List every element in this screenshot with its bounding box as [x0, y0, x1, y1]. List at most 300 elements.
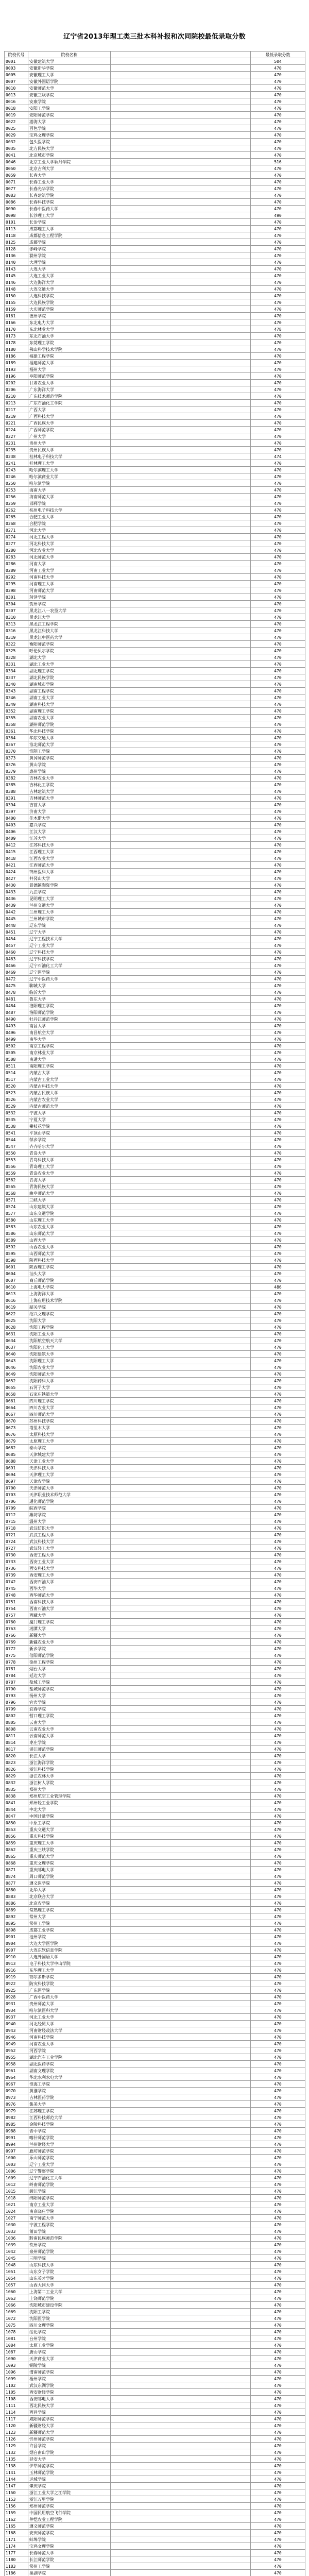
blank-cell	[111, 427, 251, 433]
table-row	[5, 895, 305, 902]
blank-cell	[111, 2101, 251, 2108]
score-cell: 470	[251, 2355, 305, 2362]
blank-cell	[111, 1384, 251, 1391]
score-cell: 470	[251, 2402, 305, 2409]
table-row	[5, 2396, 305, 2402]
school-name-cell: 吉林化工学院	[28, 782, 111, 788]
blank-cell	[111, 1230, 251, 1237]
table-row	[5, 768, 305, 775]
code-cell: 0697	[5, 1478, 28, 1485]
score-cell: 470	[251, 882, 305, 889]
table-row	[5, 2516, 305, 2523]
blank-cell	[111, 956, 251, 962]
blank-cell	[111, 1130, 251, 1137]
code-cell: 0439	[5, 902, 28, 909]
table-row	[5, 936, 305, 942]
code-cell: 0361	[5, 728, 28, 735]
score-cell: 470	[251, 922, 305, 929]
score-cell: 470	[251, 139, 305, 145]
score-cell: 470	[251, 1378, 305, 1384]
school-name-cell: 西藏大学	[28, 1612, 111, 1619]
blank-cell	[111, 2503, 251, 2510]
score-cell: 470	[251, 286, 305, 293]
school-name-cell: 大连大学医学院	[28, 1940, 111, 1947]
code-cell: 1144	[5, 2476, 28, 2483]
code-cell: 0796	[5, 1699, 28, 1706]
blank-cell	[111, 2496, 251, 2503]
table-row	[5, 98, 305, 105]
blank-cell	[111, 1920, 251, 1927]
code-cell: 0979	[5, 2108, 28, 2114]
blank-cell	[111, 996, 251, 1003]
score-cell: 470	[251, 98, 305, 105]
school-name-cell: 宝鸡文理学院	[28, 132, 111, 139]
code-cell: 0679	[5, 1438, 28, 1445]
blank-cell	[111, 185, 251, 192]
school-name-cell: 山西大学	[28, 1237, 111, 1244]
code-cell: 0835	[5, 1786, 28, 1793]
code-cell: 0706	[5, 1498, 28, 1505]
table-row	[5, 1853, 305, 1860]
score-cell: 470	[251, 1096, 305, 1103]
score-cell: 470	[251, 1619, 305, 1625]
blank-cell	[111, 2168, 251, 2175]
score-cell: 470	[251, 1311, 305, 1317]
code-cell: 0889	[5, 1907, 28, 1913]
table-row	[5, 1632, 305, 1639]
table-row	[5, 1257, 305, 1264]
blank-cell	[111, 2255, 251, 2262]
school-name-cell: 遵义医学院	[28, 1880, 111, 1887]
blank-cell	[111, 2282, 251, 2289]
school-name-cell: 洛阳师范学院	[28, 1009, 111, 1016]
blank-cell	[111, 2114, 251, 2121]
table-row	[5, 1404, 305, 1411]
school-name-cell: 集美大学	[28, 2101, 111, 2108]
code-cell: 1054	[5, 2275, 28, 2282]
blank-cell	[111, 1344, 251, 1351]
blank-cell	[111, 2208, 251, 2215]
code-cell: 0655	[5, 1384, 28, 1391]
score-cell: 470	[251, 815, 305, 822]
table-row	[5, 2369, 305, 2376]
code-cell: 0997	[5, 2148, 28, 2155]
score-cell: 470	[251, 2349, 305, 2355]
score-cell: 470	[251, 1518, 305, 1525]
table-row	[5, 2342, 305, 2349]
school-name-cell: 浙江工业大学之江学院	[28, 2489, 111, 2496]
blank-cell	[111, 98, 251, 105]
school-name-cell: 辽宁中医药大学	[28, 976, 111, 982]
school-name-cell: 成都理工大学	[28, 226, 111, 232]
table-row	[5, 2141, 305, 2148]
school-name-cell: 佳木斯大学	[28, 815, 111, 822]
school-name-cell: 岭南师范学院	[28, 2181, 111, 2188]
blank-cell	[111, 1632, 251, 1639]
blank-cell	[111, 1585, 251, 1592]
score-cell: 470	[251, 1270, 305, 1277]
score-cell: 470	[251, 1183, 305, 1190]
table-row	[5, 1003, 305, 1009]
school-name-cell: 辽宁工业大学	[28, 942, 111, 949]
school-name-cell: 山西师范大学	[28, 1250, 111, 1257]
blank-cell	[111, 1887, 251, 1893]
score-cell: 470	[251, 2067, 305, 2074]
score-cell: 470	[251, 674, 305, 681]
table-row	[5, 440, 305, 447]
blank-cell	[111, 1806, 251, 1813]
code-cell: 1162	[5, 2516, 28, 2523]
score-cell: 470	[251, 761, 305, 768]
score-cell: 470	[251, 1739, 305, 1746]
blank-cell	[111, 775, 251, 782]
table-row	[5, 547, 305, 554]
school-name-cell: 哈尔滨理工大学	[28, 467, 111, 473]
school-name-cell: 湖南工业大学	[28, 694, 111, 701]
school-name-cell: 长春科技学院	[28, 199, 111, 206]
table-row	[5, 561, 305, 567]
code-cell: 0496	[5, 1029, 28, 1036]
school-name-cell: 辽宁科技大学	[28, 949, 111, 956]
table-row	[5, 433, 305, 440]
school-name-cell: 苏州科技学院	[28, 1418, 111, 1425]
school-name-cell: 新疆财经大学	[28, 2422, 111, 2429]
table-row	[5, 1264, 305, 1270]
score-cell: 470	[251, 1384, 305, 1391]
table-row	[5, 2114, 305, 2121]
code-cell: 0373	[5, 755, 28, 761]
school-name-cell: 浙江农林大学	[28, 1773, 111, 1780]
table-row	[5, 500, 305, 507]
code-cell: 0469	[5, 969, 28, 976]
blank-cell	[111, 1706, 251, 1713]
blank-cell	[111, 842, 251, 849]
code-cell: 0937	[5, 2014, 28, 2021]
score-cell: 470	[251, 1505, 305, 1512]
blank-cell	[111, 2061, 251, 2067]
school-name-cell: 桂林理工大学	[28, 460, 111, 467]
school-name-cell: 运城学院	[28, 2476, 111, 2483]
score-cell: 470	[251, 2001, 305, 2007]
code-cell: 0553	[5, 1157, 28, 1163]
school-name-cell: 西华师范大学	[28, 1592, 111, 1599]
score-cell: 470	[251, 701, 305, 708]
score-cell: 470	[251, 527, 305, 534]
table-row	[5, 65, 305, 72]
blank-cell	[111, 989, 251, 996]
score-cell: 470	[251, 1478, 305, 1485]
table-row	[5, 554, 305, 561]
score-cell: 470	[251, 1358, 305, 1364]
table-row	[5, 1512, 305, 1518]
table-row	[5, 360, 305, 366]
school-name-cell: 上海电力学院	[28, 1284, 111, 1291]
score-cell: 470	[251, 1813, 305, 1820]
school-name-cell: 西南石油大学	[28, 1605, 111, 1612]
code-cell: 0658	[5, 1391, 28, 1398]
code-cell: 0022	[5, 118, 28, 125]
score-cell: 470	[251, 1418, 305, 1425]
score-cell: 470	[251, 1974, 305, 1980]
score-cell: 470	[251, 2570, 305, 2576]
table-row	[5, 1773, 305, 1780]
score-cell: 470	[251, 1143, 305, 1150]
code-cell: 0319	[5, 634, 28, 641]
blank-cell	[111, 2510, 251, 2516]
blank-cell	[111, 326, 251, 333]
blank-cell	[111, 1699, 251, 1706]
school-name-cell: 仲恺农业工程学院	[28, 2516, 111, 2523]
blank-cell	[111, 1572, 251, 1579]
code-cell: 0712	[5, 1512, 28, 1518]
code-cell: 1126	[5, 2436, 28, 2443]
school-name-cell: 延边大学	[28, 1672, 111, 1679]
table-row	[5, 2228, 305, 2235]
table-row	[5, 2402, 305, 2409]
code-cell: 0367	[5, 741, 28, 748]
school-name-cell: 合肥学院	[28, 520, 111, 527]
score-cell: 470	[251, 715, 305, 721]
code-cell: 0250	[5, 480, 28, 487]
code-cell: 0562	[5, 1177, 28, 1183]
code-cell: 0991	[5, 2134, 28, 2141]
code-cell: 0295	[5, 581, 28, 587]
code-cell: 0304	[5, 601, 28, 607]
table-row	[5, 2422, 305, 2429]
blank-cell	[111, 1425, 251, 1431]
school-name-cell: 常州工学院	[28, 1920, 111, 1927]
table-row	[5, 1009, 305, 1016]
table-row	[5, 2101, 305, 2108]
code-cell: 0763	[5, 1625, 28, 1632]
school-name-cell: 沈阳大学	[28, 1317, 111, 1324]
blank-cell	[111, 266, 251, 273]
blank-cell	[111, 1224, 251, 1230]
blank-cell	[111, 1431, 251, 1438]
score-cell: 470	[251, 2255, 305, 2262]
table-row	[5, 1753, 305, 1759]
table-row	[5, 1049, 305, 1056]
school-name-cell: 哈尔滨医科大学	[28, 2007, 111, 2014]
school-name-cell: 大连海洋大学	[28, 279, 111, 286]
code-cell: 0418	[5, 855, 28, 862]
score-cell: 470	[251, 2282, 305, 2289]
code-cell: 0397	[5, 808, 28, 815]
school-name-cell: 山东建筑大学	[28, 1204, 111, 1210]
score-cell: 470	[251, 1204, 305, 1210]
table-row	[5, 1023, 305, 1029]
score-cell: 470	[251, 2054, 305, 2061]
score-cell: 470	[251, 1880, 305, 1887]
blank-cell	[111, 1773, 251, 1780]
table-row	[5, 293, 305, 299]
table-row	[5, 1378, 305, 1384]
blank-cell	[111, 815, 251, 822]
score-cell: 470	[251, 118, 305, 125]
score-cell: 470	[251, 1887, 305, 1893]
school-name-cell: 安阳师范学院	[28, 112, 111, 118]
table-row	[5, 118, 305, 125]
score-cell: 470	[251, 601, 305, 607]
school-name-cell: 湖南城市学院	[28, 681, 111, 688]
code-cell: 0170	[5, 326, 28, 333]
blank-cell	[111, 748, 251, 755]
table-row	[5, 1043, 305, 1049]
blank-cell	[111, 393, 251, 400]
school-name-cell: 湖南科技大学	[28, 701, 111, 708]
blank-cell	[111, 708, 251, 715]
table-row	[5, 1197, 305, 1204]
code-cell: 1030	[5, 2222, 28, 2228]
table-row	[5, 1331, 305, 1337]
score-cell: 470	[251, 1652, 305, 1659]
blank-cell	[111, 2516, 251, 2523]
table-row	[5, 1137, 305, 1143]
school-name-cell: 广州大学	[28, 433, 111, 440]
blank-cell	[111, 889, 251, 895]
school-name-cell: 河南大学	[28, 561, 111, 567]
table-row	[5, 1525, 305, 1532]
blank-cell	[111, 380, 251, 386]
code-cell: 0025	[5, 125, 28, 132]
blank-cell	[111, 2001, 251, 2007]
code-cell: 1141	[5, 2469, 28, 2476]
school-name-cell: 绥化学院	[28, 2329, 111, 2335]
table-row	[5, 480, 305, 487]
code-cell: 0481	[5, 996, 28, 1003]
blank-cell	[111, 1579, 251, 1585]
score-cell: 470	[251, 2235, 305, 2242]
table-row	[5, 1090, 305, 1096]
school-name-cell: 宝鸡文理学院	[28, 2543, 111, 2550]
code-cell: 0427	[5, 875, 28, 882]
code-cell: 0904	[5, 1940, 28, 1947]
code-cell: 1069	[5, 2309, 28, 2315]
school-name-cell: 新疆大学	[28, 1632, 111, 1639]
code-cell: 0391	[5, 795, 28, 802]
blank-cell	[111, 1666, 251, 1672]
table-row	[5, 594, 305, 601]
blank-cell	[111, 2161, 251, 2168]
school-name-cell: 辽宁工程技术大学	[28, 936, 111, 942]
score-cell: 470	[251, 1451, 305, 1458]
code-cell: 1111	[5, 2402, 28, 2409]
school-name-cell: 萍乡学院	[28, 1137, 111, 1143]
code-cell: 0970	[5, 2088, 28, 2094]
code-cell: 0457	[5, 942, 28, 949]
table-row	[5, 1498, 305, 1505]
school-name-cell: 内蒙古科技大学	[28, 1083, 111, 1090]
code-cell: 0637	[5, 1344, 28, 1351]
blank-cell	[111, 2376, 251, 2382]
header-school: 院校名称	[28, 52, 111, 58]
table-row	[5, 1190, 305, 1197]
school-name-cell: 兰州交通大学	[28, 902, 111, 909]
header-blank	[111, 52, 251, 58]
blank-cell	[111, 159, 251, 165]
school-name-cell: 电子科技大学中山学院	[28, 1960, 111, 1967]
school-name-cell: 云南农业大学	[28, 1726, 111, 1733]
school-name-cell: 湛江师范学院	[28, 1746, 111, 1753]
score-cell: 470	[251, 2289, 305, 2295]
code-cell: 0340	[5, 681, 28, 688]
score-cell: 470	[251, 192, 305, 199]
school-name-cell: 沈阳理工大学	[28, 1358, 111, 1364]
blank-cell	[111, 72, 251, 78]
score-cell: 470	[251, 65, 305, 72]
code-cell: 0565	[5, 1183, 28, 1190]
blank-cell	[111, 85, 251, 92]
table-row	[5, 346, 305, 353]
code-cell: 0400	[5, 815, 28, 822]
code-cell: 0454	[5, 936, 28, 942]
blank-cell	[111, 2275, 251, 2282]
code-cell: 0301	[5, 594, 28, 601]
table-row	[5, 1619, 305, 1625]
code-cell: 0180	[5, 346, 28, 353]
code-cell: 1048	[5, 2262, 28, 2268]
table-row	[5, 494, 305, 500]
school-name-cell: 贵州师范大学	[28, 2001, 111, 2007]
score-cell: 470	[251, 1431, 305, 1438]
code-cell: 0487	[5, 1009, 28, 1016]
code-cell: 1168	[5, 2530, 28, 2536]
code-cell: 1027	[5, 2215, 28, 2222]
code-cell: 1096	[5, 2369, 28, 2376]
blank-cell	[111, 259, 251, 266]
school-name-cell: 广西大学	[28, 406, 111, 413]
score-cell: 470	[251, 433, 305, 440]
school-name-cell: 吉首大学	[28, 802, 111, 808]
table-row	[5, 2503, 305, 2510]
table-row	[5, 1679, 305, 1686]
blank-cell	[111, 1893, 251, 1900]
code-cell: 0994	[5, 2141, 28, 2148]
score-cell: 470	[251, 1244, 305, 1250]
school-name-cell: 武汉纺织大学	[28, 1525, 111, 1532]
code-cell: 0982	[5, 2114, 28, 2121]
school-name-cell: 天津师范大学	[28, 1485, 111, 1492]
blank-cell	[111, 1465, 251, 1471]
score-cell: 470	[251, 2463, 305, 2469]
blank-cell	[111, 1110, 251, 1116]
table-row	[5, 85, 305, 92]
school-name-cell: 攀枝花学院	[28, 1123, 111, 1130]
school-name-cell: 浙江树人学院	[28, 1780, 111, 1786]
table-row	[5, 206, 305, 212]
blank-cell	[111, 118, 251, 125]
score-cell: 470	[251, 1498, 305, 1505]
score-cell: 470	[251, 2108, 305, 2114]
table-row	[5, 849, 305, 855]
score-cell: 470	[251, 473, 305, 480]
table-row	[5, 159, 305, 165]
score-cell: 470	[251, 1572, 305, 1579]
score-table	[4, 51, 305, 2576]
table-row	[5, 922, 305, 929]
blank-cell	[111, 78, 251, 85]
code-cell: 1135	[5, 2456, 28, 2463]
table-row	[5, 2188, 305, 2195]
score-cell: 470	[251, 400, 305, 406]
code-cell: 0817	[5, 1746, 28, 1753]
blank-cell	[111, 92, 251, 98]
school-name-cell: 安康学院	[28, 98, 111, 105]
table-row	[5, 1900, 305, 1907]
table-row	[5, 226, 305, 232]
score-cell: 470	[251, 2476, 305, 2483]
school-name-cell: 东北石油大学	[28, 333, 111, 340]
